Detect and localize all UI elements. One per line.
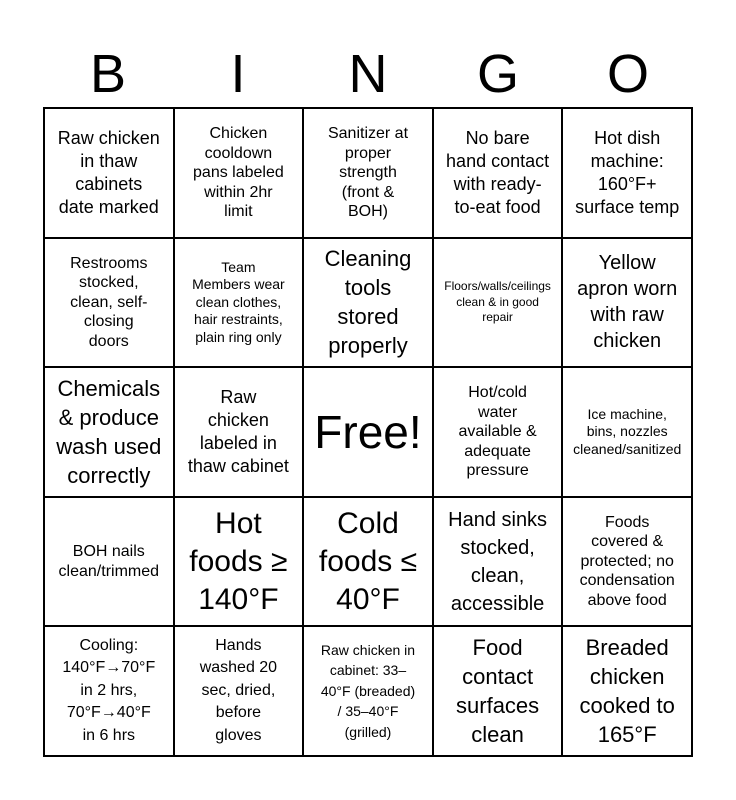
cell-text: Floors/walls/ceilings clean & in good repair <box>444 279 551 325</box>
header-letter-i: I <box>230 44 246 104</box>
free-cell[interactable] <box>304 368 434 498</box>
header-letter-n: N <box>348 44 388 104</box>
free-text: Free! <box>314 405 422 458</box>
header-letter-b: B <box>89 44 127 104</box>
bingo-cell[interactable] <box>45 368 175 498</box>
bingo-cell[interactable] <box>304 109 434 239</box>
bingo-cell[interactable] <box>175 627 305 757</box>
cell-text: Chemicals & produce wash used correctly <box>56 375 162 488</box>
bingo-cell[interactable] <box>563 109 693 239</box>
header-letter-o: O <box>606 44 649 104</box>
cell-text: Foods covered & protected; no condensation above food <box>579 513 675 609</box>
bingo-cell[interactable] <box>175 498 305 628</box>
bingo-cell[interactable] <box>304 239 434 369</box>
bingo-cell[interactable] <box>45 498 175 628</box>
cell-text: BOH nails clean/trimmed <box>58 543 160 580</box>
cell-text: Team Members wear clean clothes, hair restraints, plain ring only <box>192 258 285 345</box>
cell-text: Yellow apron worn with raw chicken <box>577 252 678 353</box>
bingo-cell[interactable] <box>434 239 564 369</box>
cell-text: Hot foods ≥ 140°F <box>189 506 288 616</box>
cell-text: Breaded chicken cooked to 165°F <box>579 635 675 748</box>
bingo-cell[interactable] <box>45 239 175 369</box>
cell-text: Chicken cooldown pans labeled within 2hr limit <box>193 125 284 221</box>
bingo-cell[interactable] <box>45 627 175 757</box>
bingo-cell[interactable] <box>304 627 434 757</box>
bingo-header <box>43 40 693 108</box>
bingo-cell[interactable] <box>175 368 305 498</box>
cell-text: Hot dish machine: 160°F+ surface temp <box>575 127 680 217</box>
cell-text: Restrooms stocked, clean, self- closing doors <box>70 254 148 350</box>
cell-text: Hand sinks stocked, clean, accessible <box>448 508 548 615</box>
cell-text: Cleaning tools stored properly <box>324 246 412 359</box>
cell-text: Sanitizer at proper strength (front & BOH) <box>327 125 409 221</box>
cell-text: Ice machine, bins, nozzles cleaned/sanitized <box>573 405 682 457</box>
cell-text: Food contact surfaces clean <box>456 635 540 748</box>
cell-text: Hot/cold water available & adequate pressure <box>458 384 537 480</box>
header-letter-g: G <box>476 44 519 104</box>
bingo-cell[interactable] <box>563 239 693 369</box>
bingo-cell[interactable] <box>45 109 175 239</box>
bingo-cell[interactable] <box>563 368 693 498</box>
bingo-cell[interactable] <box>434 627 564 757</box>
bingo-cell[interactable] <box>563 498 693 628</box>
bingo-board <box>43 107 693 757</box>
cell-text: Cooling: 140°F→70°F in 2 hrs, 70°F→40°F in 6 hrs <box>62 636 156 744</box>
cell-text: No bare hand contact with ready- to-eat food <box>446 127 550 217</box>
bingo-cell[interactable] <box>175 109 305 239</box>
cell-text: Raw chicken labeled in thaw cabinet <box>187 386 289 476</box>
bingo-cell[interactable] <box>175 239 305 369</box>
bingo-cell[interactable] <box>563 627 693 757</box>
cell-text: Hands washed 20 sec, dried, before gloves <box>199 636 278 744</box>
bingo-cell[interactable] <box>434 109 564 239</box>
bingo-cell[interactable] <box>434 498 564 628</box>
bingo-cell[interactable] <box>304 498 434 628</box>
cell-text: Raw chicken in thaw cabinets date marked <box>57 127 160 217</box>
cell-text: Cold foods ≤ 40°F <box>318 506 418 616</box>
bingo-cell[interactable] <box>434 368 564 498</box>
cell-text: Raw chicken in cabinet: 33– 40°F (breaded) / 35–40°F (grilled) <box>320 641 416 740</box>
